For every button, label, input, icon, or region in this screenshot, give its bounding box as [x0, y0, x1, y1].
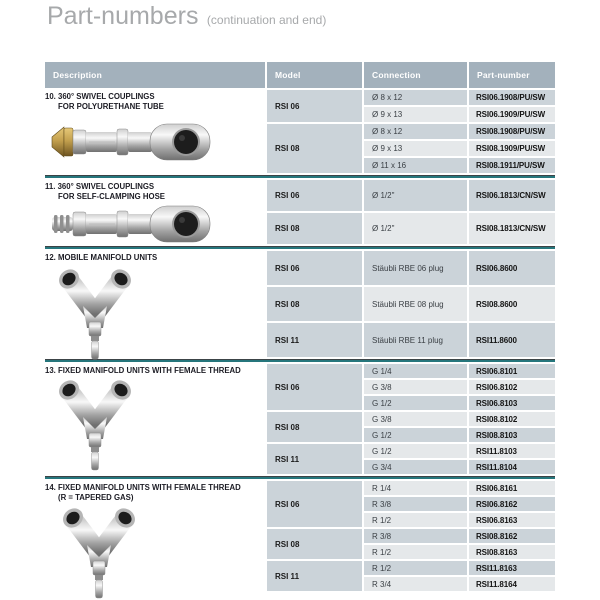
- description-line: 13. FIXED MANIFOLD UNITS WITH FEMALE THREAD: [45, 366, 241, 375]
- connection-cell: G 3/8: [364, 380, 467, 394]
- model-cell: RSI 06: [267, 180, 362, 211]
- description-line: 12. MOBILE MANIFOLD UNITS: [45, 253, 158, 262]
- part-number-cell: RSI08.8102: [469, 412, 555, 426]
- description-line: FOR SELF-CLAMPING HOSE: [58, 192, 165, 201]
- description-cell: [45, 90, 265, 173]
- header-model: Model: [267, 62, 362, 88]
- description-cell: [45, 481, 265, 591]
- model-cell: RSI 08: [267, 412, 362, 442]
- part-number-cell: RSI08.1909/PU/SW: [469, 141, 555, 156]
- part-number-cell: RSI06.8162: [469, 497, 555, 511]
- model-cell: RSI 06: [267, 251, 362, 285]
- table-section-12: [45, 251, 555, 357]
- connection-cell: Ø 8 x 12: [364, 124, 467, 139]
- page-title-block: [47, 2, 326, 31]
- part-number-cell: RSI06.8163: [469, 513, 555, 527]
- connection-cell: G 1/4: [364, 364, 467, 378]
- connection-cell: R 1/4: [364, 481, 467, 495]
- connection-cell: Stäubli RBE 08 plug: [364, 287, 467, 321]
- part-number-cell: RSI06.8161: [469, 481, 555, 495]
- model-cell: RSI 06: [267, 364, 362, 410]
- part-number-cell: RSI11.8163: [469, 561, 555, 575]
- part-number-cell: RSI11.8164: [469, 577, 555, 591]
- part-number-cell: RSI06.1813/CN/SW: [469, 180, 555, 211]
- part-number-cell: RSI06.1908/PU/SW: [469, 90, 555, 105]
- mobile-manifold-unit-image: [53, 266, 137, 362]
- model-cell: RSI 08: [267, 213, 362, 244]
- section-divider: [45, 476, 555, 479]
- connection-cell: G 1/2: [364, 428, 467, 442]
- connection-cell: Ø 9 x 13: [364, 107, 467, 122]
- connection-cell: Ø 9 x 13: [364, 141, 467, 156]
- part-number-cell: RSI06.8103: [469, 396, 555, 410]
- description-line: 14. FIXED MANIFOLD UNITS WITH FEMALE THREAD: [45, 483, 241, 492]
- connection-cell: R 1/2: [364, 545, 467, 559]
- part-number-cell: RSI08.1908/PU/SW: [469, 124, 555, 139]
- description-cell: [45, 251, 265, 357]
- part-number-cell: RSI08.8103: [469, 428, 555, 442]
- model-cell: RSI 11: [267, 444, 362, 474]
- description-cell: [45, 364, 265, 474]
- fixed-manifold-unit-tapered-gas-image: [57, 505, 141, 600]
- table-body: [45, 90, 555, 591]
- part-number-cell: RSI06.8102: [469, 380, 555, 394]
- swivel-coupling-self-clamping-hose-image: [49, 201, 212, 247]
- fixed-manifold-unit-female-thread-image: [53, 377, 137, 473]
- connection-cell: R 3/8: [364, 497, 467, 511]
- connection-cell: G 3/8: [364, 412, 467, 426]
- part-number-cell: RSI06.1909/PU/SW: [469, 107, 555, 122]
- model-cell: RSI 08: [267, 529, 362, 559]
- connection-cell: Stäubli RBE 06 plug: [364, 251, 467, 285]
- connection-cell: Ø 1/2": [364, 180, 467, 211]
- section-divider: [45, 175, 555, 178]
- model-cell: RSI 06: [267, 481, 362, 527]
- part-number-cell: RSI06.8101: [469, 364, 555, 378]
- part-number-cell: RSI08.1911/PU/SW: [469, 158, 555, 173]
- part-number-cell: RSI08.1813/CN/SW: [469, 213, 555, 244]
- page-title: Part-numbers: [47, 2, 199, 30]
- part-number-cell: RSI08.8162: [469, 529, 555, 543]
- part-number-cell: RSI06.8600: [469, 251, 555, 285]
- connection-cell: G 1/2: [364, 444, 467, 458]
- model-cell: RSI 08: [267, 287, 362, 321]
- table-header-row: [45, 62, 555, 88]
- connection-cell: R 3/8: [364, 529, 467, 543]
- model-cell: RSI 08: [267, 124, 362, 173]
- swivel-coupling-polyurethane-tube-image: [49, 119, 212, 165]
- model-cell: RSI 11: [267, 561, 362, 591]
- header-connection: Connection: [364, 62, 467, 88]
- connection-cell: R 1/2: [364, 561, 467, 575]
- header-description: Description: [45, 62, 265, 88]
- connection-cell: Stäubli RBE 11 plug: [364, 323, 467, 357]
- part-number-cell: RSI11.8104: [469, 460, 555, 474]
- connection-cell: R 3/4: [364, 577, 467, 591]
- description-line: (R = TAPERED GAS): [58, 493, 134, 502]
- description-cell: [45, 180, 265, 244]
- connection-cell: G 3/4: [364, 460, 467, 474]
- table-section-10: [45, 90, 555, 173]
- header-part-number: Part-number: [469, 62, 555, 88]
- description-line: 10. 360° SWIVEL COUPLINGS: [45, 92, 155, 101]
- description-line: 11. 360° SWIVEL COUPLINGS: [45, 182, 155, 191]
- connection-cell: Ø 8 x 12: [364, 90, 467, 105]
- table-section-11: [45, 180, 555, 244]
- table-section-14: [45, 481, 555, 591]
- description-line: FOR POLYURETHANE TUBE: [58, 102, 164, 111]
- page-subtitle: (continuation and end): [206, 13, 327, 27]
- model-cell: RSI 06: [267, 90, 362, 122]
- connection-cell: G 1/2: [364, 396, 467, 410]
- part-numbers-table: [45, 62, 555, 591]
- table-section-13: [45, 364, 555, 474]
- part-number-cell: RSI08.8600: [469, 287, 555, 321]
- connection-cell: R 1/2: [364, 513, 467, 527]
- model-cell: RSI 11: [267, 323, 362, 357]
- part-number-cell: RSI08.8163: [469, 545, 555, 559]
- connection-cell: Ø 11 x 16: [364, 158, 467, 173]
- part-number-cell: RSI11.8103: [469, 444, 555, 458]
- part-number-cell: RSI11.8600: [469, 323, 555, 357]
- connection-cell: Ø 1/2": [364, 213, 467, 244]
